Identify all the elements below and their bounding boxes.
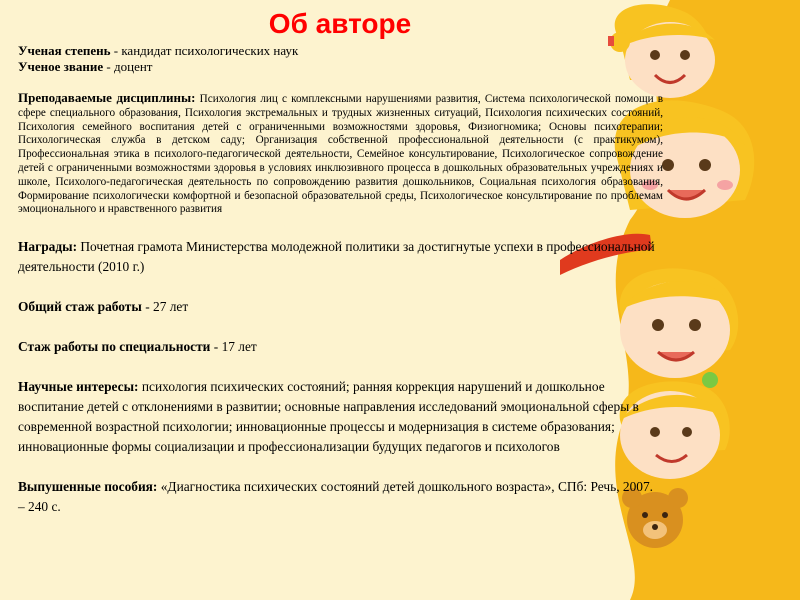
- specialty-experience-line: Стаж работы по специальности - 17 лет: [18, 339, 257, 355]
- author-info: [18, 43, 663, 517]
- total-experience-line: Общий стаж работы - 27 лет: [18, 299, 189, 315]
- rank-line: Ученое звание - доцент: [18, 59, 153, 74]
- interests-paragraph: Научные интересы: психология психических состояний; ранняя коррекция нарушений и дошкольное воспитание детей с отклонениями в развитии; основные направления исследований эмоциональной сферы в современной возрастной психологии; инновационные процессы и модернизация в системе образования; инновационные формы социализации и профессионализации будущих педагогов и психологов: [18, 379, 639, 455]
- disciplines-paragraph: Преподаваемые дисциплины: Психология лиц с комплексными нарушениями развития, Система психологической помощи в сфере специального образования, Психология экстремальных и трудных жизненных ситуаций, Психология психических состояний, Психология семейного воспитания детей с ограниченными возможностями здоровья, Физиогномика; Основы психотерапии; Психологическая служба в детском саду; Организация собственной профессиональной деятельности (с практикумом), Профессиональная этика в психолого-педагогической деятельности, Семейное консультирование, Психологическое сопровождение детей с ограниченными возможностями здоровья в условиях инклюзивного процесса в дошкольных образовательных учреждениях и школе, Психолого-педагогическая деятельность по сопровождению развития дошкольников, Социальная психология образования, Формирование психологически комфортной и безопасной образовательной среды, Психологическое консультирование по проблемам эмоционального и нравственного развития: [18, 90, 663, 216]
- awards-paragraph: Награды: Почетная грамота Министерства молодежной политики за достигнутые успехи в профессиональной деятельности (2010 г.): [18, 239, 655, 275]
- page-title: Об авторе: [268, 8, 412, 39]
- degree-line: Ученая степень - кандидат психологических наук: [18, 43, 299, 58]
- publications-paragraph: Выпушенные пособия: «Диагностика психических состояний детей дошкольного возраста», СПб: Речь, 2007. – 240 с.: [18, 479, 654, 515]
